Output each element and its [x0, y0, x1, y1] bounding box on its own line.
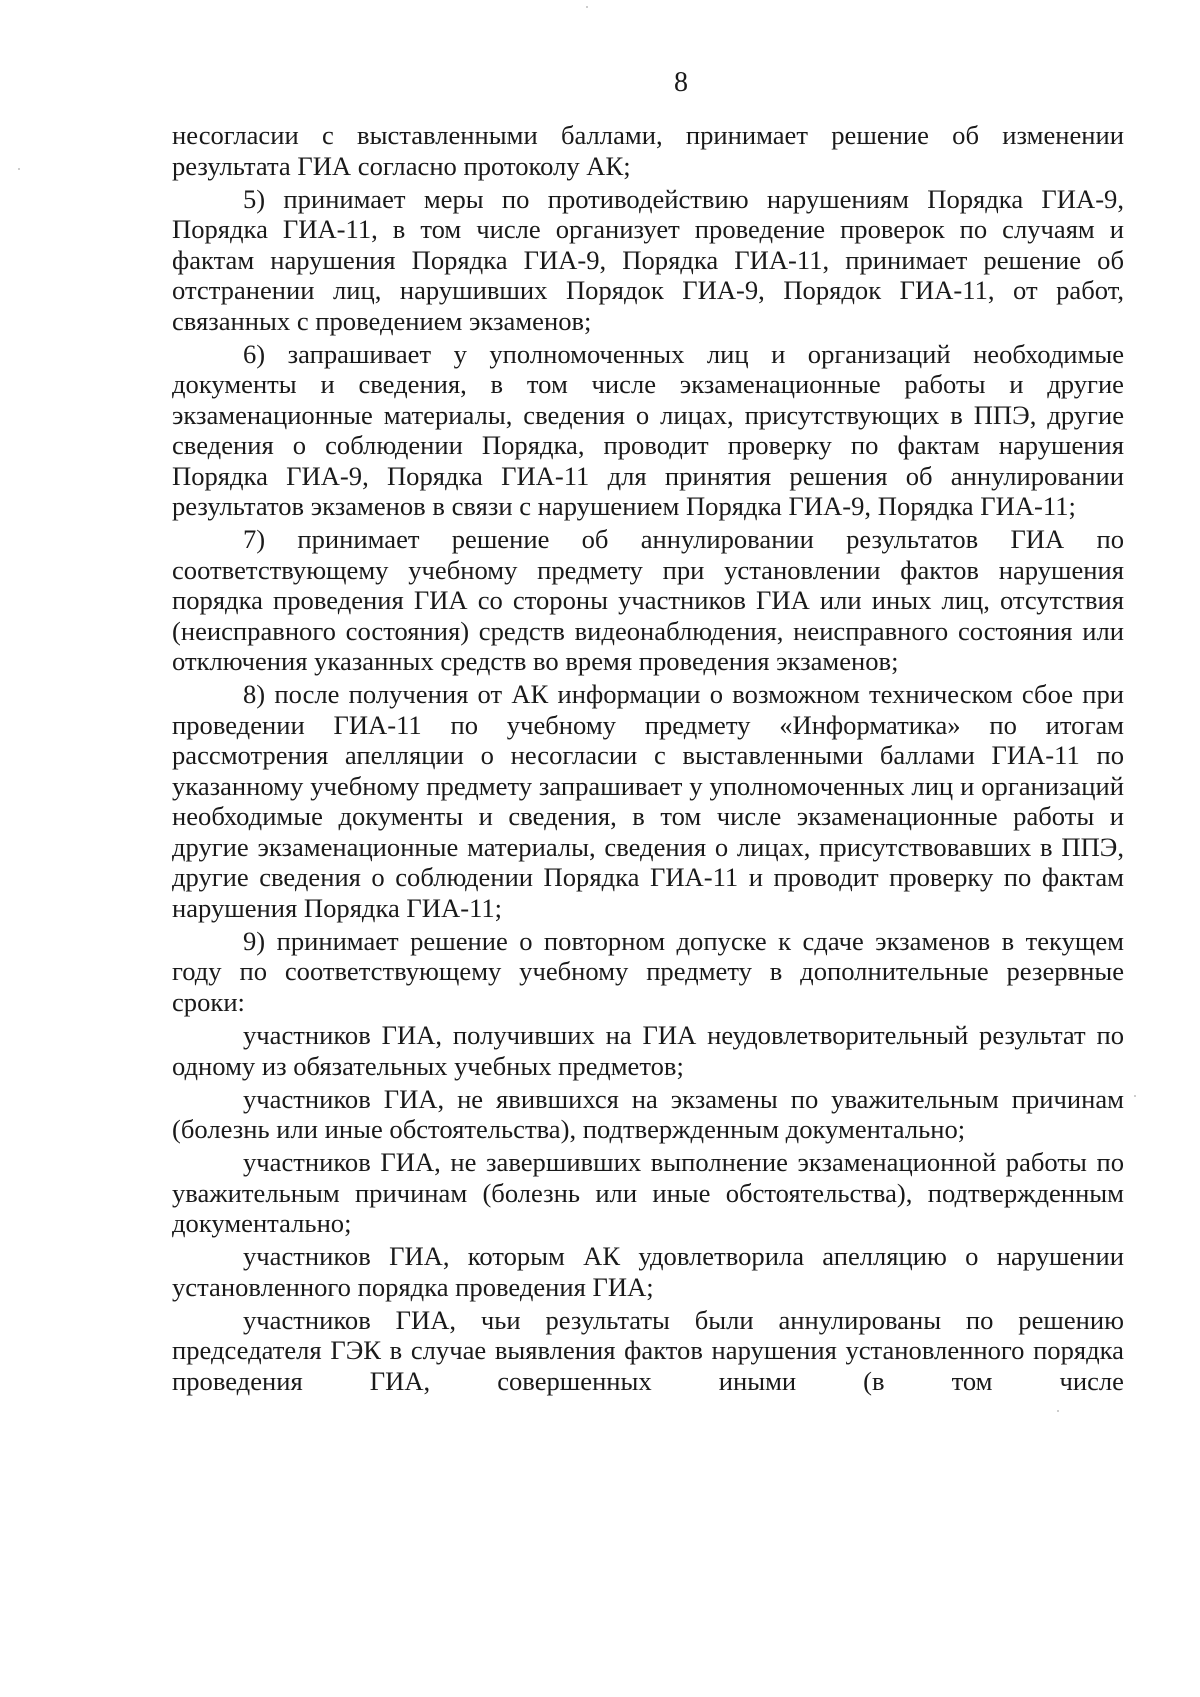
document-body: [172, 120, 1124, 1399]
page-number: 8: [674, 67, 688, 98]
scan-speck: [1134, 1095, 1136, 1097]
scan-speck: [586, 6, 588, 8]
paragraph-sub-annulled: участников ГИА, чьи результаты были аннулированы по решению председателя ГЭК в случае выявления фактов нарушения установленного порядка проведения ГИА, совершенных иными (в том числе: [172, 1304, 1124, 1396]
scan-speck: [1057, 1410, 1059, 1412]
paragraph-item-8: 8) после получения от АК информации о возможном техническом сбое при проведении ГИА-11 по учебному предмету «Информатика» по итогам рассмотрения апелляции о несогласии с выставленными баллами ГИА-11 по указанному учебному предмету запрашивает у уполномоченных лиц и организаций необходимые документы и сведения, в том числе экзаменационные работы и другие экзаменационные материалы, сведения о лицах, присутствовавших в ППЭ, другие сведения о соблюдении Порядка ГИА-11 и проводит проверку по фактам нарушения Порядка ГИА-11;: [172, 679, 1124, 923]
paragraph-sub-appeal-upheld: участников ГИА, которым АК удовлетворила апелляцию о нарушении установленного порядка проведения ГИА;: [172, 1241, 1124, 1302]
paragraph-sub-not-finished: участников ГИА, не завершивших выполнение экзаменационной работы по уважительным причинам (болезнь или иные обстоятельства), подтвержденным документально;: [172, 1147, 1124, 1239]
paragraph-item-6: 6) запрашивает у уполномоченных лиц и организаций необходимые документы и сведения, в том числе экзаменационные работы и другие экзаменационные материалы, сведения о лицах, присутствующих в ППЭ, другие сведения о соблюдении Порядка, проводит проверку по фактам нарушения Порядка ГИА-9, Порядка ГИА-11 для принятия решения об аннулировании результатов экзаменов в связи с нарушением Порядка ГИА-9, Порядка ГИА-11;: [172, 338, 1124, 522]
paragraph-item-9: 9) принимает решение о повторном допуске к сдаче экзаменов в текущем году по соответствующему учебному предмету в дополнительные резервные сроки:: [172, 925, 1124, 1017]
paragraph-sub-failed-result: участников ГИА, получивших на ГИА неудовлетворительный результат по одному из обязательных учебных предметов;: [172, 1020, 1124, 1081]
paragraph-item-5: 5) принимает меры по противодействию нарушениям Порядка ГИА-9, Порядка ГИА-11, в том числе организует проведение проверок по случаям и фактам нарушения Порядка ГИА-9, Порядка ГИА-11, принимает решение об отстранении лиц, нарушивших Порядок ГИА-9, Порядок ГИА-11, от работ, связанных с проведением экзаменов;: [172, 183, 1124, 336]
paragraph-continuation: несогласии с выставленными баллами, принимает решение об изменении результата ГИА согласно протоколу АК;: [172, 120, 1124, 181]
paragraph-item-7: 7) принимает решение об аннулировании результатов ГИА по соответствующему учебному предмету при установлении фактов нарушения порядка проведения ГИА со стороны участников ГИА или иных лиц, отсутствия (неисправного состояния) средств видеонаблюдения, неисправного состояния или отключения указанных средств во время проведения экзаменов;: [172, 524, 1124, 677]
paragraph-sub-absent: участников ГИА, не явившихся на экзамены по уважительным причинам (болезнь или иные обстоятельства), подтвержденным документально;: [172, 1083, 1124, 1145]
scan-speck: [18, 168, 20, 170]
